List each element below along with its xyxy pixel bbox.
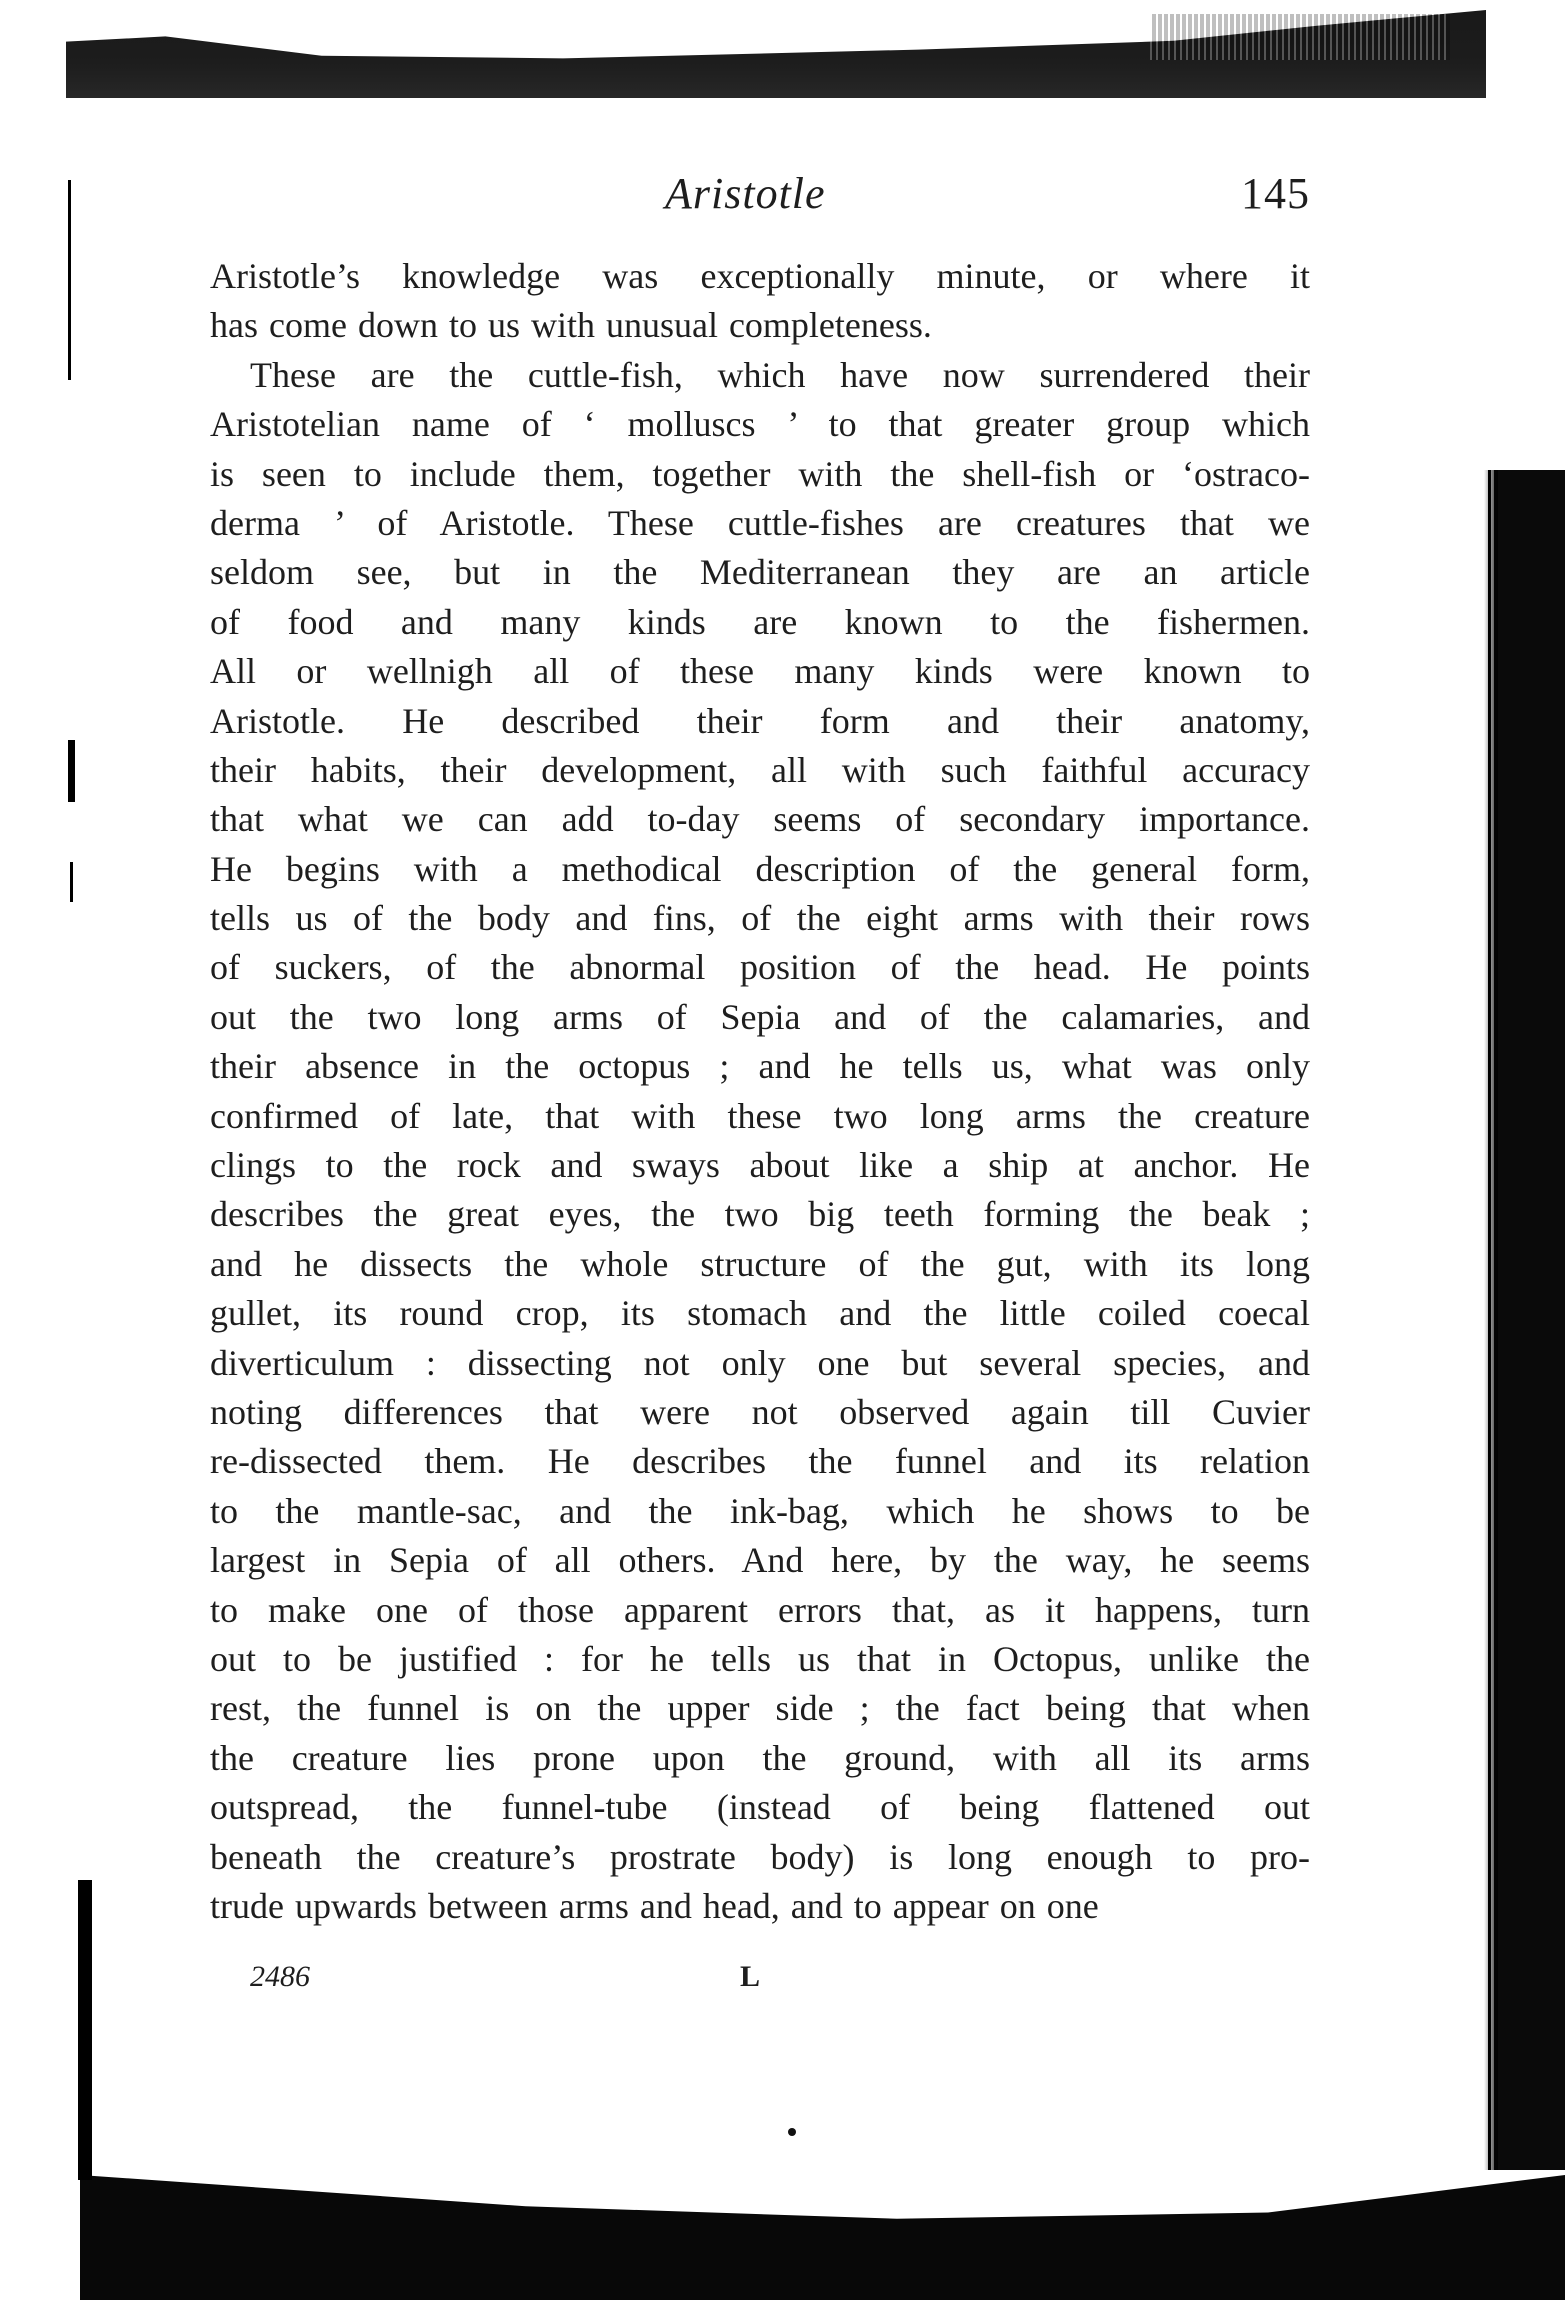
- text-line: diverticulum : dissecting not only one but several species, and: [210, 1342, 1310, 1383]
- text-line: These are the cuttle-fish, which have now surrendered their: [250, 354, 1310, 395]
- scan-mark-left-2: [68, 740, 75, 802]
- text-line: outspread, the funnel-tube (instead of being flattened out: [210, 1787, 1310, 1828]
- page-footer: [210, 1960, 1310, 2000]
- scan-mark-left-4: [78, 1880, 92, 2180]
- text-line: describes the great eyes, the two big teeth forming the beak ;: [210, 1194, 1310, 1235]
- text-line: clings to the rock and sways about like a ship at anchor. He: [210, 1145, 1310, 1186]
- text-line: He begins with a methodical description of the general form,: [210, 848, 1310, 889]
- text-line: that what we can add to-day seems of secondary importance.: [210, 799, 1310, 840]
- scan-shadow-bottom: [80, 2175, 1565, 2300]
- text-line: rest, the funnel is on the upper side ; the fact being that when: [210, 1688, 1310, 1729]
- text-line: beneath the creature’s prostrate body) is long enough to pro-: [210, 1836, 1310, 1877]
- scan-noise-top: [1150, 14, 1450, 60]
- text-line: out to be justified : for he tells us that in Octopus, unlike the: [210, 1638, 1310, 1679]
- text-line: has come down to us with unusual completeness.: [210, 305, 932, 346]
- text-line: All or wellnigh all of these many kinds were known to: [210, 651, 1310, 692]
- body-text: [210, 252, 1310, 1931]
- text-line: confirmed of late, that with these two long arms the creature: [210, 1095, 1310, 1136]
- text-line: trude upwards between arms and head, and to appear on one: [210, 1885, 1099, 1926]
- text-line: Aristotelian name of ‘ molluscs ’ to that greater group which: [210, 404, 1310, 445]
- running-title: Aristotle: [665, 169, 826, 218]
- scan-shadow-right-fade: [1484, 470, 1498, 2170]
- signature-letter: L: [740, 1960, 761, 1993]
- scan-shadow-right: [1494, 470, 1565, 2170]
- text-line: re-dissected them. He describes the funnel and its relation: [210, 1441, 1310, 1482]
- text-line: to make one of those apparent errors that, as it happens, turn: [210, 1589, 1310, 1630]
- signature-number: 2486: [250, 1960, 310, 1993]
- text-line: seldom see, but in the Mediterranean they are an article: [210, 552, 1310, 593]
- text-line: of suckers, of the abnormal position of the head. He points: [210, 947, 1310, 988]
- text-line: tells us of the body and fins, of the eight arms with their rows: [210, 898, 1310, 939]
- text-line: Aristotle. He described their form and their anatomy,: [210, 700, 1310, 741]
- page-number: 145: [1241, 169, 1310, 218]
- text-line: their habits, their development, all with such faithful accuracy: [210, 749, 1310, 790]
- text-line: of food and many kinds are known to the fishermen.: [210, 601, 1310, 642]
- text-line: gullet, its round crop, its stomach and the little coiled coecal: [210, 1293, 1310, 1334]
- text-line: and he dissects the whole structure of the gut, with its long: [210, 1243, 1310, 1284]
- scan-mark-left-1: [68, 180, 71, 380]
- text-line: out the two long arms of Sepia and of the calamaries, and: [210, 996, 1310, 1037]
- page-header: [210, 168, 1310, 228]
- text-line: largest in Sepia of all others. And here, by the way, he seems: [210, 1540, 1310, 1581]
- text-line: their absence in the octopus ; and he tells us, what was only: [210, 1046, 1310, 1087]
- text-line: the creature lies prone upon the ground, with all its arms: [210, 1737, 1310, 1778]
- text-line: derma ’ of Aristotle. These cuttle-fishes are creatures that we: [210, 502, 1310, 543]
- text-line: is seen to include them, together with the shell-fish or ‘ostraco-: [210, 453, 1310, 494]
- scan-dot: [788, 2128, 796, 2136]
- scan-edge-line-right: [1488, 470, 1491, 2170]
- text-line: Aristotle’s knowledge was exceptionally minute, or where it: [210, 256, 1310, 296]
- text-line: noting differences that were not observed again till Cuvier: [210, 1391, 1310, 1432]
- text-line: to the mantle-sac, and the ink-bag, which he shows to be: [210, 1490, 1310, 1531]
- scan-mark-left-3: [70, 862, 73, 902]
